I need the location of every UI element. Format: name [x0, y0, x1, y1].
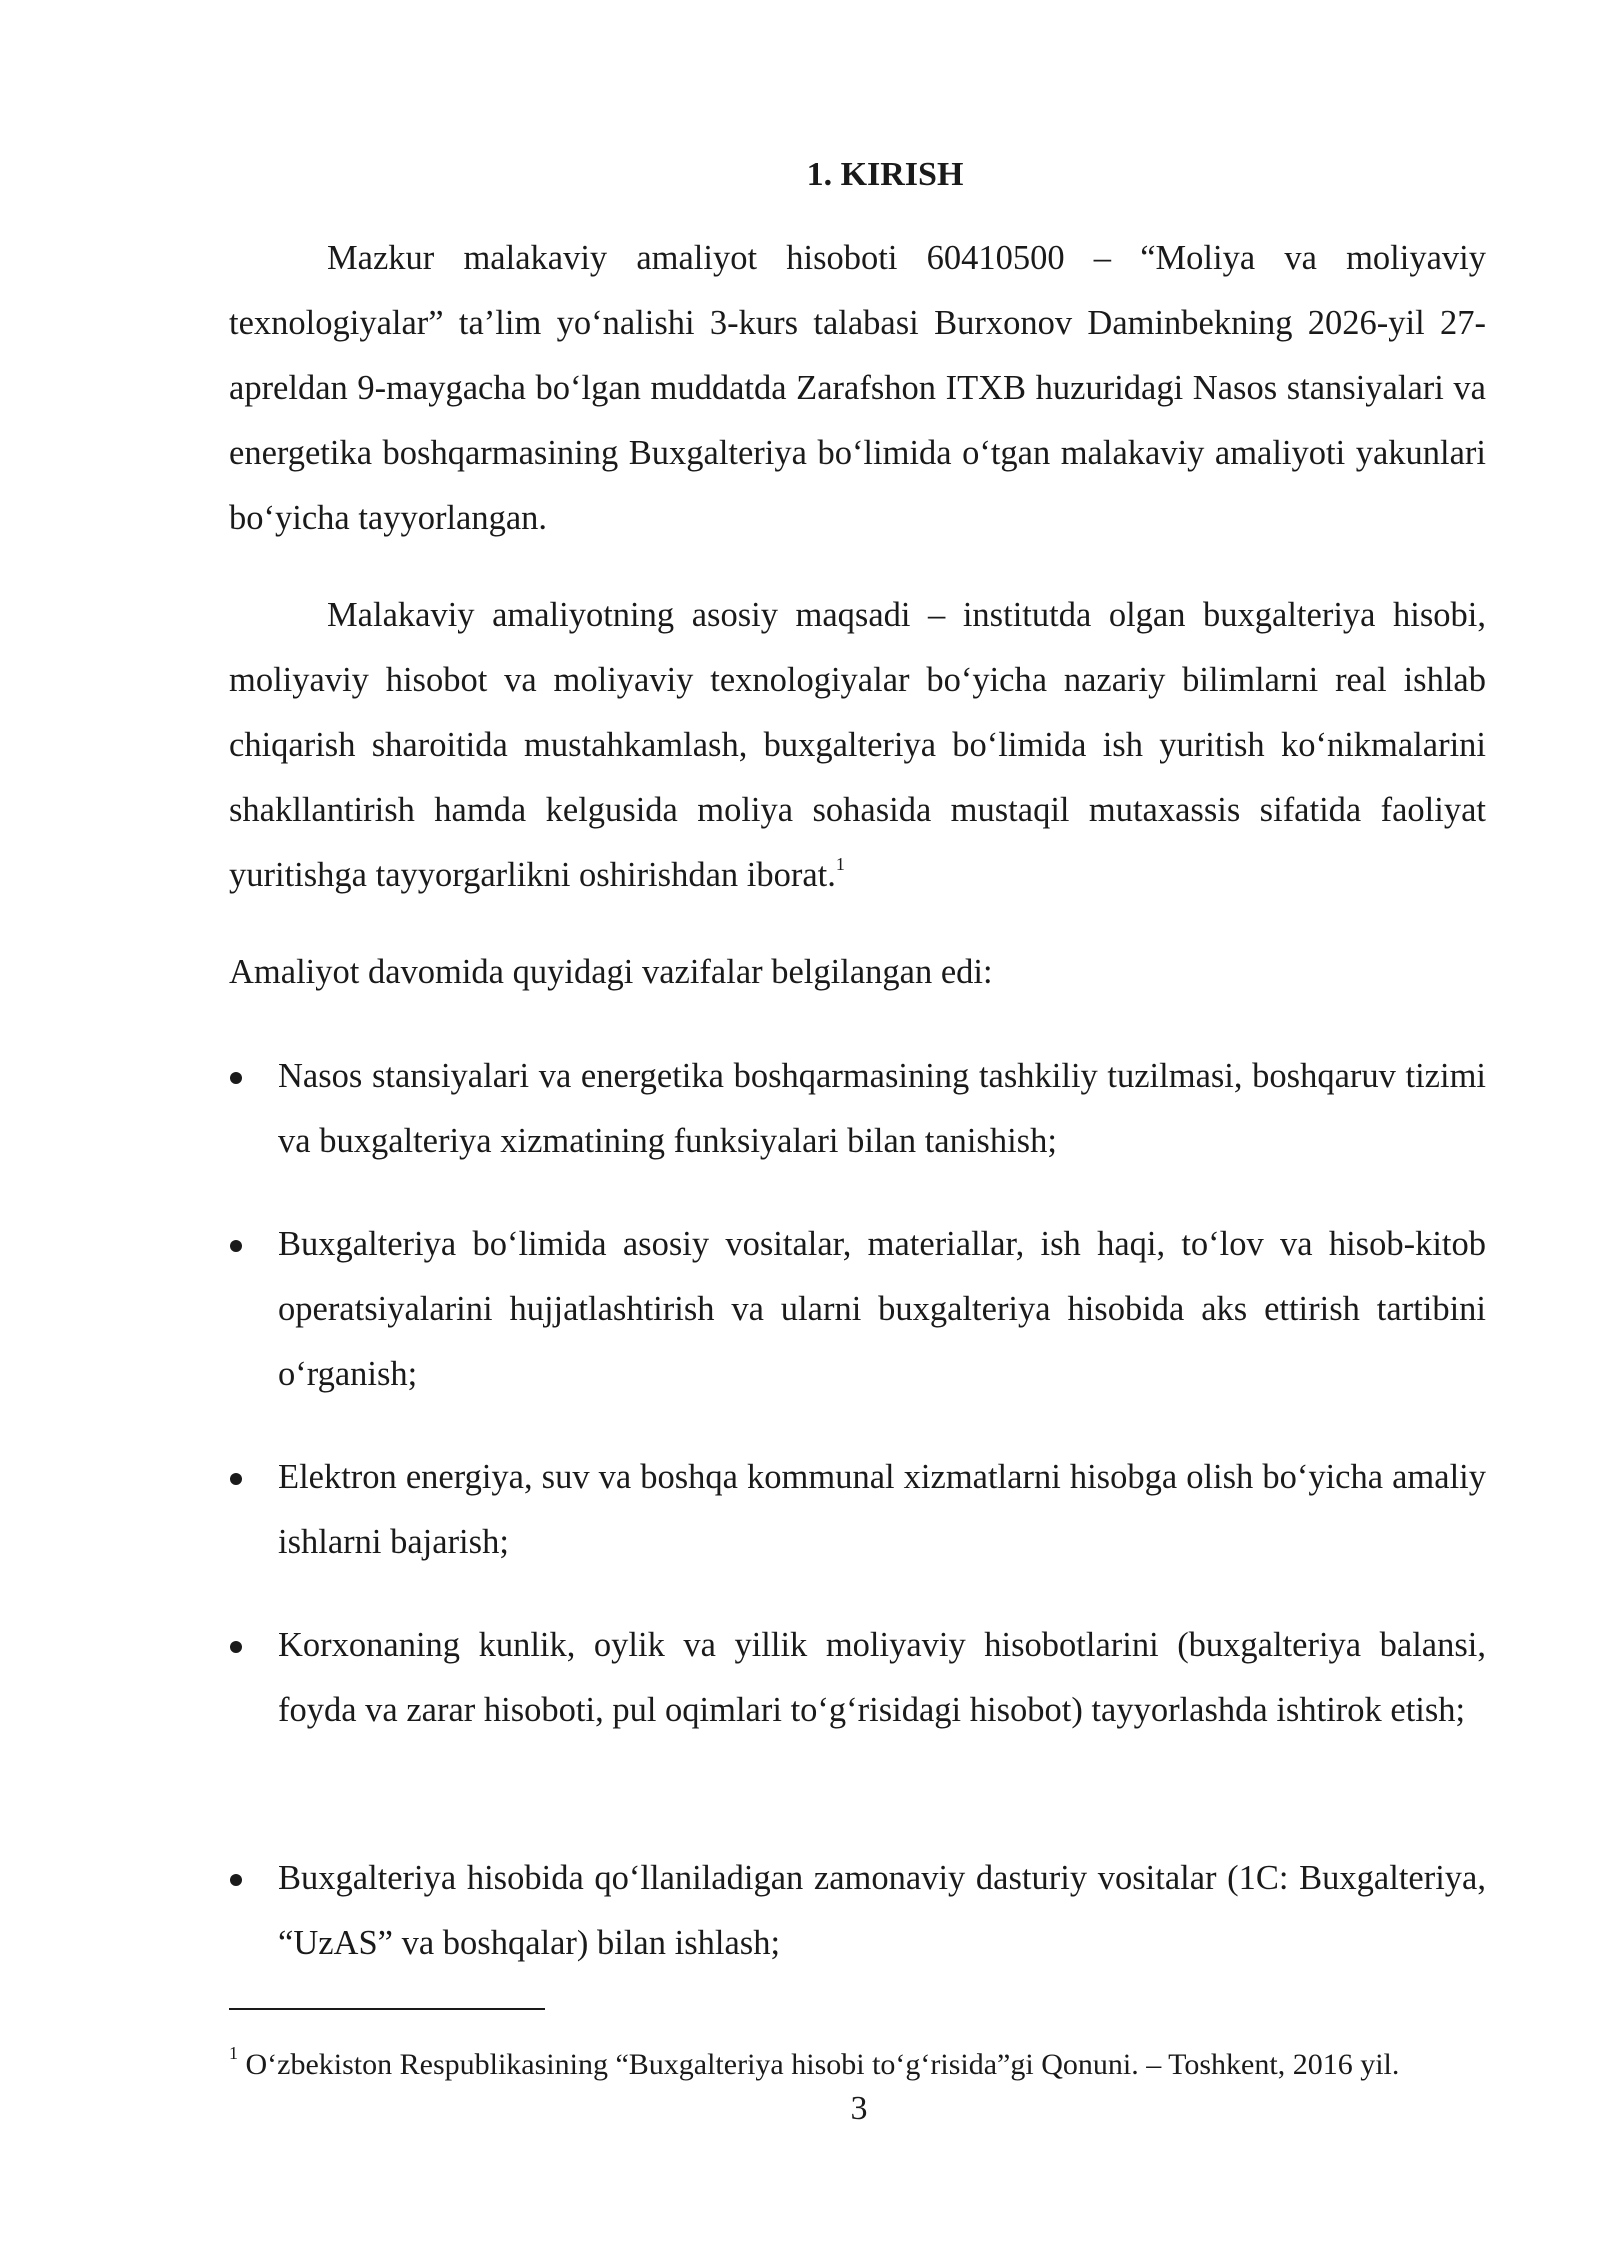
footnote-marker: 1 — [229, 2043, 238, 2063]
intro-paragraph — [229, 226, 1486, 551]
footnote-reference[interactable]: 1 — [835, 853, 845, 874]
footnote — [229, 2045, 1529, 2085]
footnote-text: O‘zbekiston Respublikasining “Buxgalteriya hisobi to‘g‘risida”gi Qonuni. – Toshkent, 2016 yil. — [238, 2048, 1400, 2081]
goal-paragraph-text: Malakaviy amaliyotning asosiy maqsadi – institutda olgan buxgalteriya hisobi, moliyaviy hisobot va moliyaviy texnologiyalar bo‘yicha nazariy bilimlarni real ishlab chiqarish sharoitida mustahkamlash, buxgalteriya bo‘limida ish yuritish ko‘nikmalarini shakllantirish hamda kelgusida moliya sohasida mustaqil mutaxassis sifatida faoliyat yuritishga tayyorgarlikni oshirishdan iborat. — [229, 596, 1486, 894]
bullet-icon — [230, 1473, 242, 1485]
list-item — [229, 1212, 1486, 1407]
bullet-icon — [230, 1240, 242, 1252]
list-item-text: Buxgalteriya hisobida qo‘llaniladigan zamonaviy dasturiy vositalar (1C: Buxgalteriya, “UzAS” va boshqalar) bilan ishlash; — [278, 1859, 1486, 1962]
tasks-intro-text: Amaliyot davomida quyidagi vazifalar belgilangan edi: — [229, 953, 993, 991]
list-item-text: Elektron energiya, suv va boshqa kommunal xizmatlarni hisobga olish bo‘yicha amaliy ishlarni bajarish; — [278, 1458, 1486, 1561]
bullet-icon — [230, 1072, 242, 1084]
intro-paragraph-text: Mazkur malakaviy amaliyot hisoboti 60410500 – “Moliya va moliyaviy texnologiyalar” ta’lim yo‘nalishi 3-kurs talabasi Burxonov Daminbekning 2026-yil 27-apreldan 9-maygacha bo‘lgan muddatda Zarafshon ITXB huzuridagi Nasos stansiyalari va energetika boshqarmasining Buxgalteriya bo‘limida o‘tgan malakaviy amaliyoti yakunlari bo‘yicha tayyorlangan. — [229, 239, 1486, 537]
list-item — [229, 1445, 1486, 1575]
list-item-text: Buxgalteriya bo‘limida asosiy vositalar, materiallar, ish haqi, to‘lov va hisob-kitob operatsiyalarini hujjatlashtirish va ularni buxgalteriya hisobida aks ettirish tartibini o‘rganish; — [278, 1225, 1486, 1393]
list-item-text: Korxonaning kunlik, oylik va yillik moliyaviy hisobotlarini (buxgalteriya balansi, foyda va zarar hisoboti, pul oqimlari to‘g‘risidagi hisobot) tayyorlashda ishtirok etish; — [278, 1626, 1486, 1729]
tasks-intro-paragraph — [229, 940, 1486, 1005]
footnote-separator — [229, 2008, 545, 2010]
list-item — [229, 1613, 1486, 1743]
list-item — [229, 1044, 1486, 1174]
section-heading: 1. KIRISH — [806, 156, 964, 193]
list-item — [229, 1846, 1486, 1976]
bullet-icon — [230, 1641, 242, 1653]
bullet-icon — [230, 1874, 242, 1886]
list-item-text: Nasos stansiyalari va energetika boshqarmasining tashkiliy tuzilmasi, boshqaruv tizimi va buxgalteriya xizmatining funksiyalari bilan tanishish; — [278, 1057, 1486, 1160]
page-number: 3 — [850, 2090, 868, 2127]
goal-paragraph — [229, 583, 1486, 908]
